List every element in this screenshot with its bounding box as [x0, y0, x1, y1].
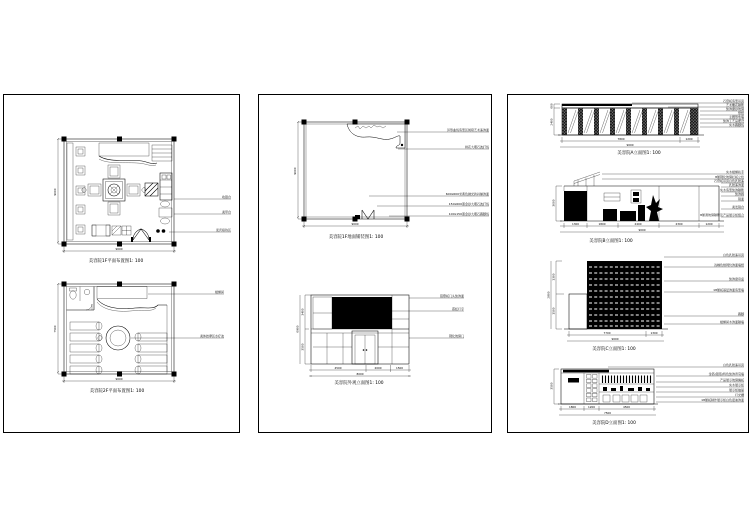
annotation-label: 美体按摩区水疗池 [199, 334, 224, 338]
annotation-label: 霓虹灯字 [451, 307, 464, 311]
dim-text: 1300 [571, 222, 580, 227]
storefront-door [352, 331, 378, 364]
plan-2f-annotations [131, 289, 224, 338]
annotation-label: 楼梯间 [214, 290, 224, 294]
dim-text: 2400 [549, 118, 554, 126]
drawing-caption: 美容院B立面图1: 100 [589, 239, 633, 244]
plan-1f-annotations [169, 194, 231, 232]
dim-text: 9000 [351, 222, 359, 226]
dim-text: 9000 [611, 337, 619, 342]
dim-text: 1200 [685, 137, 693, 141]
dim-text: 3400 [300, 308, 305, 316]
massage-beds-left [70, 322, 102, 374]
reception-counter [160, 173, 172, 200]
storefront-annotations [392, 293, 464, 338]
sheet1-canvas [4, 95, 237, 430]
dim-text: 6900 [295, 325, 300, 333]
plan-2f [53, 282, 224, 395]
annotation-label: 铝塑板门头装饰面 [439, 294, 464, 298]
dim-text: 600 [549, 103, 554, 109]
staircase-2f [97, 287, 167, 372]
annotation-label: 实木展示柜 [728, 383, 744, 388]
annotation-label: 装饰工艺品摆设 [722, 119, 744, 124]
dim-text: 9000 [115, 247, 123, 251]
annotation-label: 石膏板吊顶白色乳胶漆 [713, 179, 744, 184]
dim-text: 7700 [603, 331, 611, 336]
dim-text: 1800 [568, 405, 577, 410]
center-display-island [82, 165, 147, 215]
drawing-caption: 美容院2F平面布置图1: 100 [89, 389, 145, 394]
elevation-c-annotations [664, 252, 745, 324]
elevation-a-annotations [632, 98, 745, 127]
annotation-label: 装饰画 [734, 192, 744, 197]
annotation-label: 装饰窗帘盒 [728, 277, 744, 282]
annotation-label: 异形曲线造型区斑驳艺术漆饰面 [446, 128, 489, 132]
annotation-label: 实木造型装饰隔断 [719, 188, 744, 193]
plan-1f-dimensions [53, 138, 176, 253]
drawing-caption: 美容院1F平面布置图1: 100 [88, 259, 144, 264]
dim-text: 1800 [598, 222, 606, 227]
annotation-label: 灯光槽 [734, 393, 744, 398]
annotation-label: 楼梯间木饰面隔墙 [719, 320, 744, 325]
annotation-label: 钢化玻璃门 [448, 334, 464, 338]
annotation-label: 18厘板制作展示柜白色混油饰面 [701, 398, 744, 403]
elevation-b-annotations [602, 169, 744, 217]
dim-text: 1300 [551, 273, 556, 281]
side-wall [569, 294, 587, 329]
annotation-label: 浅咖色细网纹饰面墙纸 [713, 263, 744, 268]
annotation-label: 150x600黑金砂大理石波打线 [448, 202, 489, 206]
freeform-feature-zone [347, 124, 405, 148]
annotation-label: 美甲台 [221, 210, 231, 214]
elevation-d [550, 362, 745, 426]
product-shelves [599, 375, 654, 402]
dim-text: 1500 [395, 366, 404, 370]
floor-paving-plan [293, 120, 489, 241]
annotation-label: 迎宾接待区 [215, 228, 231, 232]
plan-2f-columns [62, 282, 177, 377]
annotation-label: 展示柜抽屉 [728, 388, 744, 393]
dim-text: 9000 [626, 143, 634, 147]
annotation-label: 实木楼梯扶手 [725, 170, 744, 175]
entrance-mark [355, 210, 374, 219]
annotation-label: 壁纸 [737, 111, 744, 116]
chair-row [76, 147, 85, 234]
wall-frames [604, 190, 641, 203]
staircase-1f [99, 143, 172, 166]
floor-plan-annotations [369, 127, 489, 216]
entrance-double-door [131, 229, 151, 242]
annotation-label: 8厘钢化玻璃栏板立柱 [715, 175, 744, 180]
annotation-label: 装饰磨砂玻璃 [725, 107, 744, 112]
annotation-label: 100x150黑金砂大理石踢脚线 [448, 212, 489, 216]
dim-text: 1300 [650, 331, 658, 336]
annotation-label: 踢脚 [737, 312, 744, 317]
annotation-label: 白色乳胶漆吊顶 [722, 363, 744, 368]
feature-wall-dark [587, 261, 662, 329]
elevation-c [547, 252, 745, 352]
dim-text: 7500 [603, 411, 612, 416]
sheet-floor-plans [3, 94, 240, 433]
dim-text: 1200 [705, 222, 713, 227]
annotation-label: 收银台 [221, 195, 231, 199]
annotation-label: 主题形象墙 [728, 115, 744, 120]
annotation-label: 美发镜台 [731, 205, 744, 210]
stool [156, 229, 160, 233]
annotation-label: 白色乳胶漆吊顶 [722, 253, 744, 258]
spa-pool [98, 326, 131, 350]
annotation-label: 石膏板造型吊顶 [722, 99, 744, 104]
annotation-label: 产品展示玻璃搁板 [719, 378, 744, 383]
drawing-caption: 美容院外观立面图1: 100 [334, 381, 384, 386]
drawing-caption: 美容院A立面图1: 100 [617, 151, 661, 156]
signboard [332, 297, 392, 329]
dim-text: 3500 [300, 343, 305, 351]
dim-text: 4500 [334, 366, 342, 370]
dim-text: 9000 [115, 377, 123, 381]
dim-text: 2800 [546, 291, 551, 299]
stool [162, 229, 166, 233]
dim-text: 9000 [53, 188, 57, 196]
dim-text: 9000 [638, 228, 646, 233]
stair-railing [574, 172, 600, 186]
elevation-b [552, 169, 745, 244]
display-cabinet-strip [67, 143, 73, 240]
dim-text: 2300 [675, 222, 683, 227]
annotation-label: 8厘清玻璃隔断及产品展示柜组合 [700, 213, 744, 218]
waiting-sofa [92, 225, 110, 236]
annotation-label: 18厘板基层饰面造型墙 [713, 288, 744, 293]
dim-text: 2000 [374, 366, 382, 370]
dim-text: 7800 [617, 137, 625, 141]
sheet-floor-finish-storefront [258, 94, 492, 433]
drawing-caption: 美容院1F地面铺装图1: 100 [328, 235, 384, 240]
annotation-label: 600x600米黄色抛光砖斜铺饰面 [445, 192, 489, 196]
manicure-station [159, 201, 172, 224]
wall-accent [568, 378, 579, 383]
storefront-elevation [296, 293, 465, 386]
sheet2-canvas [259, 95, 489, 430]
elevation-a [550, 98, 745, 156]
annotation-label: 艺术雕花隔断 [725, 103, 744, 108]
dim-text: 2400 [634, 222, 642, 227]
drawer-cabinet [587, 375, 598, 402]
annotation-label: 实木踢脚线 [728, 123, 744, 128]
dark-wall-block [564, 191, 587, 221]
dim-text: 7500 [53, 325, 57, 333]
elevation-a-posts [562, 108, 698, 135]
dim-text: 1200 [587, 405, 596, 410]
dim-text: 4500 [622, 405, 631, 410]
dim-text: 8000 [356, 372, 364, 376]
dim-text: 9000 [293, 167, 297, 175]
sheet3-canvas [508, 95, 746, 430]
annotation-label: 金箔(银箔)特色装饰背景墙 [708, 372, 744, 377]
annotation-label: 镜面 [737, 197, 744, 202]
annotation-label: 乳胶漆饰面 [728, 183, 744, 188]
dim-text: 3500 [549, 382, 554, 390]
drawing-caption: 美容院C立面图1: 100 [592, 347, 636, 352]
hatched-platform [145, 183, 158, 196]
light-cove [563, 370, 609, 373]
dim-text: 3000 [551, 199, 556, 207]
dim-text: 1500 [551, 307, 556, 315]
massage-beds-right [135, 333, 167, 374]
plan-1f [53, 137, 231, 265]
annotation-label: 拼花大理石波打线 [464, 145, 489, 149]
sheet-interior-elevations [507, 94, 749, 433]
drawing-caption: 美容院D立面图1: 100 [592, 421, 636, 426]
hatched-cabinet [112, 226, 131, 235]
toilet-room [67, 287, 95, 311]
